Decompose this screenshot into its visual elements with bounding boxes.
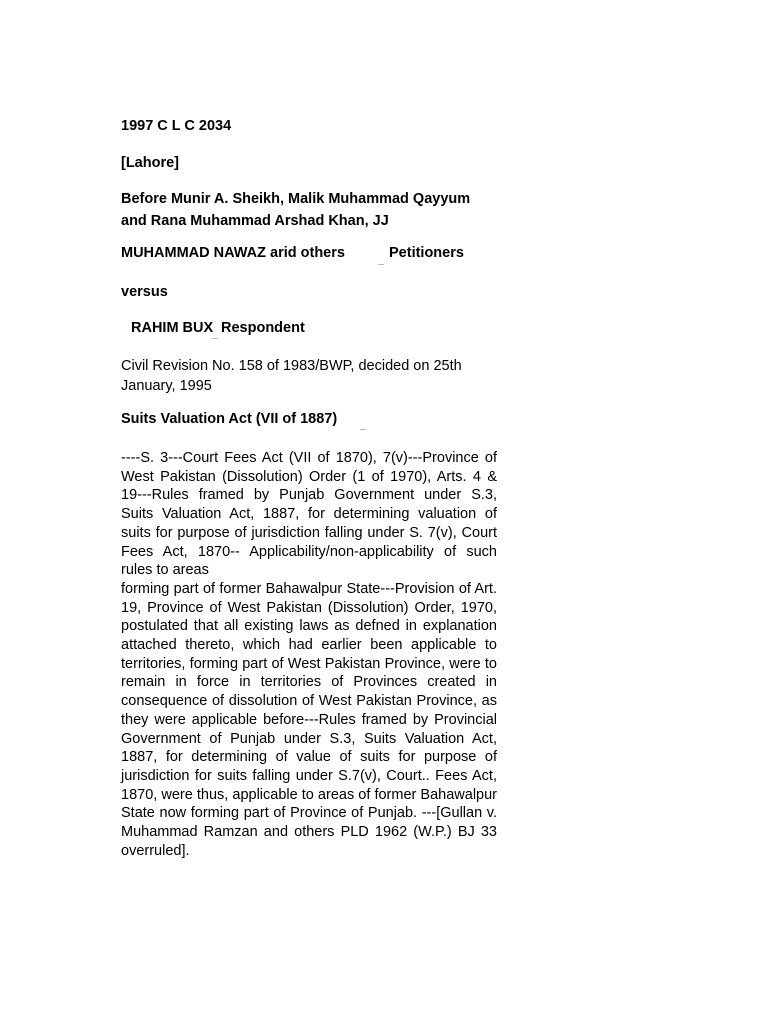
respondent-name: RAHIM BUX [131,320,214,336]
headnote-body [121,449,497,860]
respondent-marker: --- [212,336,218,342]
petitioner-marker: --- [378,262,384,268]
petitioner-role: Petitioners [389,245,464,261]
act-marker: --- [360,427,366,433]
headnote-paragraph-1: ----S. 3---Court Fees Act (VII of 1870), 7(v)---Province of West Pakistan (Dissolution) Order (1 of 1970), Arts. 4 & 19---Rules framed by Punjab Government under S.3, Suits Valuation Act, 1887, for determining valuation of suits for purpose of jurisdiction falling under S. 7(v), Court Fees Act, 1870-- Applicability/non-applicability of such rules to areas [121,450,497,579]
headnote-paragraph-2: forming part of former Bahawalpur State---Provision of Art. 19, Province of West Pakistan (Dissolution) Order, 1970, postulated that all existing laws as defned in explanation attached thereto, which had earlier been applicable to territories, forming part of West Pakistan Province, were to remain in force in territories of Provinces created in consequence of dissolution of West Pakistan Province, as they were applicable before---Rules framed by Provincial Government of Punjab under S.3, Suits Valuation Act, 1887, for determining of value of suits for purpose of jurisdiction for suits falling under S.7(v), Court.. Fees Act, 1870, were thus, applicable to areas of former Bahawalpur State now forming part of Province of Punjab. ---[Gullan v. Muhammad Ramzan and others PLD 1962 (W.P.) BJ 33 overruled]. [121,580,497,859]
bench-line-2: and Rana Muhammad Arshad Khan, JJ [121,213,389,229]
citation: 1997 C L C 2034 [121,118,232,134]
versus-label: versus [121,284,168,300]
case-info: Civil Revision No. 158 of 1983/BWP, decided on 25th January, 1995 [121,358,462,394]
act-heading: Suits Valuation Act (VII of 1887) [121,411,338,427]
respondent-role: Respondent [221,320,305,336]
bench-line-1: Before Munir A. Sheikh, Malik Muhammad Qayyum [121,191,471,207]
court-name: [Lahore] [121,155,179,171]
petitioner-name: MUHAMMAD NAWAZ arid others [121,245,345,261]
